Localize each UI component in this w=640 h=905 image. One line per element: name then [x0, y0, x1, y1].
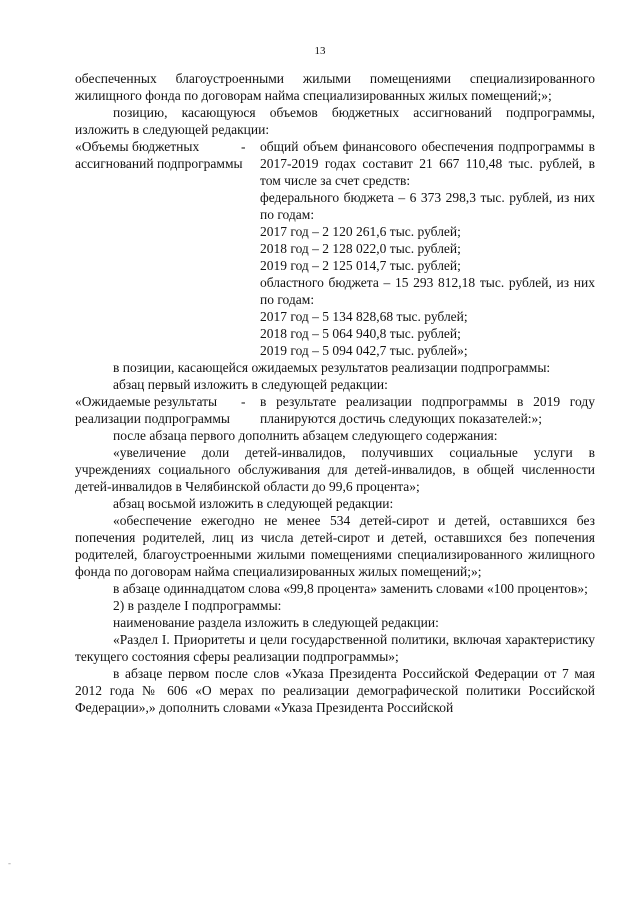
budget-total: общий объем финансового обеспечения подпрограммы в 2017-2019 годах составит 21 667 110,48 тыс. рублей, в том числе за счет средств: — [260, 139, 595, 188]
document-body — [75, 70, 595, 716]
paragraph-10: 2) в разделе I подпрограммы: — [113, 598, 282, 613]
paragraph-2: позицию, касающуюся объемов бюджетных ассигнований подпрограммы, изложить в следующей редакции: — [75, 105, 595, 137]
budget-regional: областного бюджета – 15 293 812,18 тыс. рублей, из них по годам: — [260, 275, 595, 307]
budget-federal-2018: 2018 год – 2 128 022,0 тыс. рублей; — [260, 241, 461, 256]
results-table-label — [75, 393, 260, 427]
paragraph-3: в позиции, касающейся ожидаемых результатов реализации подпрограммы: — [113, 360, 551, 375]
paragraph-13: в абзаце первом после слов «Указа Президента Российской Федерации от 7 мая 2012 года № 606 «О мерах по реализации демографической политики Российской Федерации»,» дополнить словами «Указа Президента Российской — [75, 666, 595, 715]
budget-regional-2017: 2017 год – 5 134 828,68 тыс. рублей; — [260, 309, 468, 324]
budget-table-dash: - — [241, 139, 246, 154]
budget-table-label — [75, 138, 260, 359]
paragraph-6: «увеличение доли детей-инвалидов, получивших социальные услуги в учреждениях социального обслуживания для детей-инвалидов, в общей численности детей-инвалидов в Челябинской области до 99,6 процента»; — [75, 445, 595, 494]
paragraph-1: обеспеченных благоустроенными жилыми помещениями специализированного жилищного фонда по договорам найма специализированных жилых помещений;»; — [75, 71, 595, 103]
budget-regional-2019: 2019 год – 5 094 042,7 тыс. рублей»; — [260, 343, 468, 358]
paragraph-5: после абзаца первого дополнить абзацем следующего содержания: — [113, 428, 498, 443]
budget-table-values — [260, 138, 595, 359]
paragraph-4: абзац первый изложить в следующей редакции: — [113, 377, 388, 392]
budget-table-label-text: «Объемы бюджетных ассигнований подпрограммы — [75, 139, 243, 171]
budget-regional-2018: 2018 год – 5 064 940,8 тыс. рублей; — [260, 326, 461, 341]
paragraph-7: абзац восьмой изложить в следующей редакции: — [113, 496, 394, 511]
results-table — [75, 393, 595, 427]
results-table-dash: - — [241, 394, 246, 409]
budget-federal-2017: 2017 год – 2 120 261,6 тыс. рублей; — [260, 224, 461, 239]
results-text: в результате реализации подпрограммы в 2019 году планируются достичь следующих показателей:»; — [260, 394, 595, 426]
margin-mark: - — [8, 858, 11, 868]
results-table-label-text: «Ожидаемые результаты реализации подпрограммы — [75, 394, 230, 426]
budget-federal-2019: 2019 год – 2 125 014,7 тыс. рублей; — [260, 258, 461, 273]
budget-federal: федерального бюджета – 6 373 298,3 тыс. рублей, из них по годам: — [260, 190, 595, 222]
budget-table — [75, 138, 595, 359]
paragraph-9: в абзаце одиннадцатом слова «99,8 процента» заменить словами «100 процентов»; — [113, 581, 588, 596]
page-number: 13 — [314, 45, 326, 57]
results-table-value — [260, 393, 595, 427]
paragraph-12: «Раздел I. Приоритеты и цели государственной политики, включая характеристику текущего состояния сферы реализации подпрограммы»; — [75, 632, 595, 664]
paragraph-8: «обеспечение ежегодно не менее 534 детей-сирот и детей, оставшихся без попечения родителей, лиц из числа детей-сирот и детей, оставшихся без попечения родителей, благоустроенными жилыми помещениями специализированного жилищного фонда по договорам найма специализированных жилых помещений;»; — [75, 513, 595, 579]
paragraph-11: наименование раздела изложить в следующей редакции: — [113, 615, 439, 630]
